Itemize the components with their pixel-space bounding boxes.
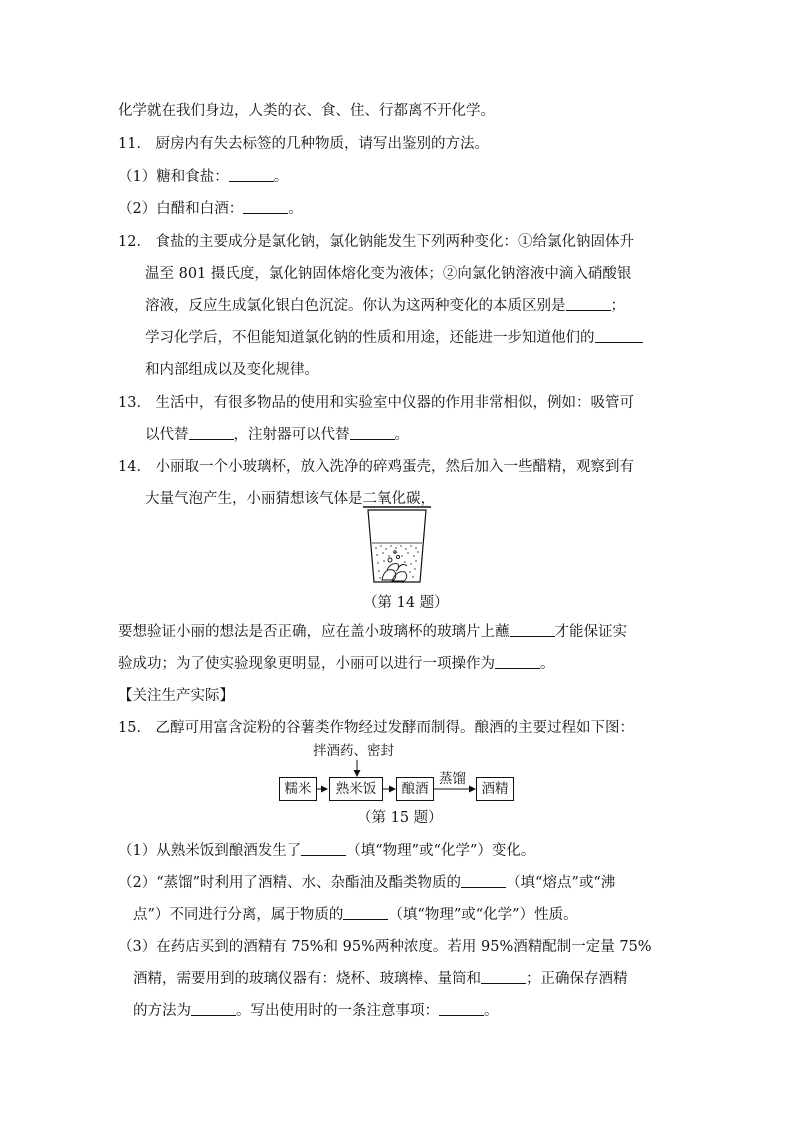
question-15-text: 的方法为 <box>133 1003 191 1019</box>
question-12-text: 学习化学后，不但能知道氯化钠的性质和用途，还能进一步知道他们的 <box>145 330 595 346</box>
flow-step-2: 熟米饭 <box>329 777 383 801</box>
punctuation: 。 <box>273 169 289 185</box>
question-12-line-5 <box>145 360 319 380</box>
question-11-part-1-text: （1）糖和食盐： <box>118 169 229 185</box>
question-14-text: 验成功；为了使实验现象更明显，小丽可以进行一项操作为 <box>118 656 495 672</box>
question-12-text: 溶液，反应生成氯化银白色沉淀。你认为这两种变化的本质区别是 <box>145 298 566 314</box>
question-15-part-3-line-3 <box>133 1001 499 1021</box>
flow-step-3: 酿酒 <box>396 777 434 801</box>
question-14-line-1 <box>118 457 634 477</box>
question-12-text: 温至 801 摄氏度，氯化钠固体熔化变为液体；②向氯化钠溶液中滴入硝酸银 <box>145 266 632 282</box>
question-15-line-1 <box>118 718 634 738</box>
answer-blank[interactable] <box>481 969 526 984</box>
beaker-figure <box>360 500 434 590</box>
question-14-text: 要想验证小丽的想法是否正确，应在盖小玻璃杯的玻璃片上蘸 <box>118 624 510 640</box>
punctuation: 。 <box>540 656 555 672</box>
question-13-text: ，注射器可以代替 <box>233 427 350 443</box>
answer-blank[interactable] <box>595 328 643 343</box>
answer-blank[interactable] <box>510 622 555 637</box>
question-15-text: 酒精，需要用到的玻璃仪器有：烧杯、玻璃棒、量筒和 <box>133 971 481 987</box>
question-12-text: 和内部组成以及变化规律。 <box>145 362 319 378</box>
answer-blank[interactable] <box>243 199 288 214</box>
answer-blank[interactable] <box>343 905 388 920</box>
figure-14-caption <box>363 593 449 613</box>
question-11-part-2 <box>118 199 303 219</box>
intro-text: 化学就在我们身边，人类的衣、食、住、行都离不开化学。 <box>118 103 495 119</box>
question-15-part-2-line-1 <box>118 873 615 893</box>
punctuation: 。 <box>288 201 303 217</box>
question-12-line-3 <box>145 296 625 316</box>
answer-blank[interactable] <box>439 1001 484 1016</box>
figure-15-caption-text: （第 15 题） <box>357 810 443 826</box>
question-12-line-2 <box>145 264 631 284</box>
answer-blank[interactable] <box>350 425 395 440</box>
answer-blank[interactable] <box>566 296 611 311</box>
question-11-part-1 <box>118 167 288 187</box>
answer-blank[interactable] <box>229 167 274 182</box>
question-12-line-4 <box>145 328 643 348</box>
answer-blank[interactable] <box>461 873 506 888</box>
question-15-text: （填“物理”或“化学”）变化。 <box>346 843 536 859</box>
question-12-line-1 <box>118 232 634 252</box>
question-15-text: ；正确保存酒精 <box>526 971 628 987</box>
question-14-line-4 <box>118 654 555 674</box>
flow-arrow-label: 蒸馏 <box>439 771 466 787</box>
flow-step-4: 酒精 <box>476 777 514 801</box>
question-14-line-3 <box>118 622 627 642</box>
question-15-text: 。写出使用时的一条注意事项： <box>236 1003 439 1019</box>
question-15-text: 15． 乙醇可用富含淀粉的谷薯类作物经过发酵而制得。酿酒的主要过程如下图： <box>118 720 635 736</box>
answer-blank[interactable] <box>191 1001 236 1016</box>
question-13-line-2 <box>145 425 409 445</box>
question-11 <box>118 134 489 154</box>
question-15-text: （3）在药店买到的酒精有 75%和 95%两种浓度。若用 95%酒精配制一定量 75% <box>118 939 652 955</box>
flow-top-label: 拌酒药、密封 <box>313 743 394 759</box>
question-13-line-1 <box>118 393 634 413</box>
question-15-text: （填“物理”或“化学”）性质。 <box>388 907 578 923</box>
figure-15-caption <box>357 808 443 828</box>
question-14-text: 14． 小丽取一个小玻璃杯，放入洗净的碎鸡蛋壳，然后加入一些醋精，观察到有 <box>118 459 635 475</box>
question-11-text: 11． 厨房内有失去标签的几种物质，请写出鉴别的方法。 <box>118 136 490 152</box>
section-heading-text: 【关注生产实际】 <box>118 688 234 704</box>
question-15-text: （填“熔点”或“沸 <box>506 875 616 891</box>
answer-blank[interactable] <box>301 841 346 856</box>
punctuation: 。 <box>484 1003 499 1019</box>
question-15-part-3-line-1 <box>118 937 652 957</box>
question-11-part-2-text: （2）白醋和白酒： <box>118 201 244 217</box>
question-15-text: （2）“蒸馏”时利用了酒精、水、杂酯油及酯类物质的 <box>118 875 462 891</box>
figure-14-caption-text: （第 14 题） <box>363 595 449 611</box>
eggshell-pieces <box>382 551 407 581</box>
answer-blank[interactable] <box>189 425 234 440</box>
punctuation: ； <box>610 298 625 314</box>
question-13-text: 13． 生活中，有很多物品的使用和实验室中仪器的作用非常相似，例如：吸管可 <box>118 395 635 411</box>
question-15-part-3-line-2 <box>133 969 628 989</box>
flow-step-1: 糯米 <box>279 777 317 801</box>
beaker-icon <box>368 510 426 582</box>
section-heading <box>118 686 234 706</box>
answer-blank[interactable] <box>495 654 540 669</box>
question-12-text: 12． 食盐的主要成分是氯化钠，氯化钠能发生下列两种变化：①给氯化钠固体升 <box>118 234 635 250</box>
question-14-text: 才能保证实 <box>554 624 627 640</box>
question-15-part-2-line-2 <box>133 905 578 925</box>
intro-line <box>118 101 495 121</box>
question-15-text: 点”）不同进行分离，属于物质的 <box>133 907 344 923</box>
punctuation: 。 <box>394 427 409 443</box>
question-14-text: 大量气泡产生，小丽猜想该气体是二氧化碳， <box>145 491 435 507</box>
question-15-text: （1）从熟米饭到酿酒发生了 <box>118 843 302 859</box>
question-15-part-1 <box>118 841 535 861</box>
question-13-text: 以代替 <box>145 427 189 443</box>
